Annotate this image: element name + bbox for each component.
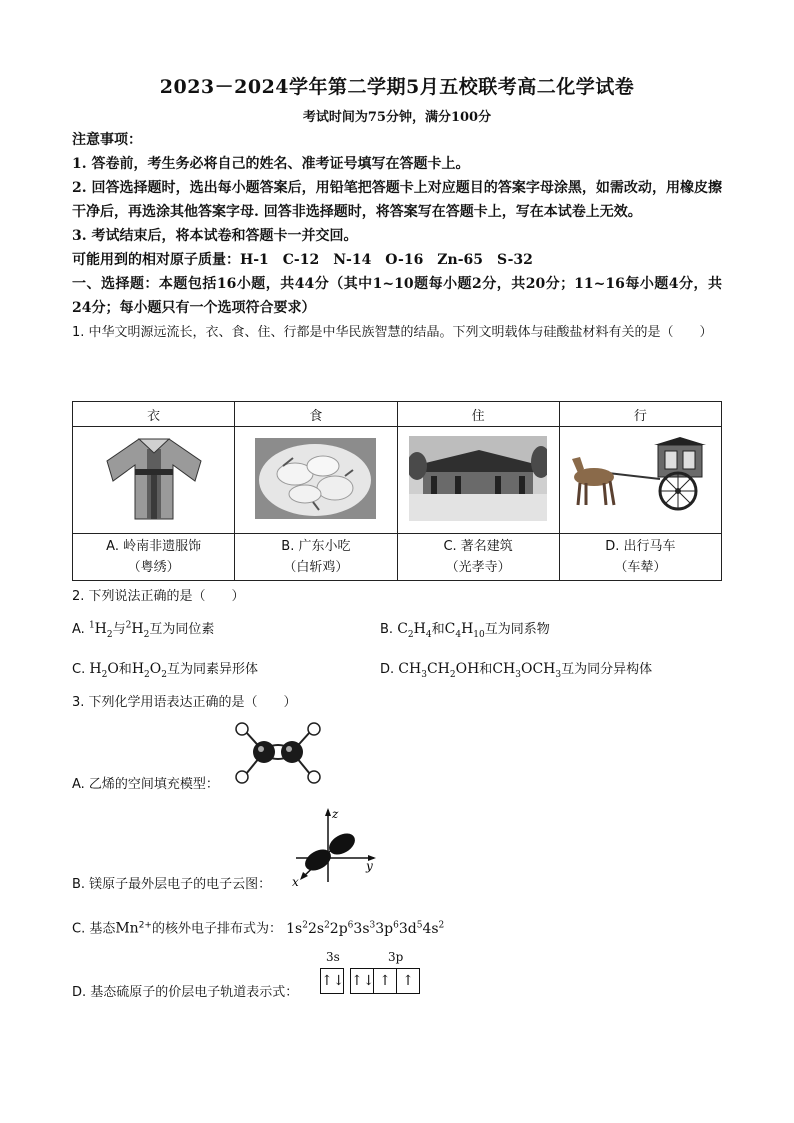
q2-b-f1b: H [413, 621, 426, 637]
cfg-2p-e: 6 [347, 920, 354, 930]
q1-option-a-name: A. 岭南非遗服饰 [106, 539, 202, 554]
cfg-3p: 3p [375, 920, 394, 937]
q2-d-s2b: 3 [555, 669, 562, 680]
ethylene-model-icon [228, 722, 328, 784]
p-orbital-cloud-icon [288, 806, 384, 890]
q2-a-label: A. [72, 622, 85, 637]
q3-c-charge: 2+ [138, 920, 152, 931]
orbital-diagram [320, 968, 420, 994]
q2-b-f2b: H [461, 621, 474, 637]
q2-b-label: B. [380, 622, 394, 637]
q2-b-s2: 4 [455, 629, 462, 640]
q1-image-cell-b [235, 427, 397, 534]
horse-carriage-image [568, 433, 713, 523]
q2-c-f2b: O [149, 661, 162, 677]
q2-d-s2: 3 [515, 669, 521, 680]
q2-b-s1: 2 [407, 629, 414, 640]
q2-d-f1: CH [398, 661, 422, 677]
q1-header-clothing: 衣 [73, 402, 235, 427]
q2-d-mid: 和 [479, 662, 493, 677]
q1-header-food: 食 [235, 402, 397, 427]
cfg-3d: 3d [398, 920, 417, 937]
q2-d-f1c: OH [455, 661, 480, 677]
q2-option-d [380, 658, 652, 680]
q1-option-d [559, 534, 721, 581]
q1-header-housing: 住 [397, 402, 559, 427]
q2-option-a [72, 618, 214, 640]
q2-option-b [380, 618, 550, 640]
axis-y-label: y [366, 859, 373, 873]
q3-option-a: A. 乙烯的空间填充模型： [72, 777, 219, 792]
q3-c-ion: Mn [115, 920, 139, 937]
q2-b-mid: 和 [431, 622, 445, 637]
orbital-box-3s: ↑↓ [320, 968, 344, 994]
cfg-2s: 2s [307, 920, 325, 937]
q2-stem: 2. 下列说法正确的是（ ） [72, 589, 245, 604]
q2-b-s1b: 4 [425, 629, 432, 640]
cfg-1s-e: 2 [302, 920, 308, 930]
q2-d-f1b: CH [426, 661, 450, 677]
q2-b-f1: C [397, 621, 408, 637]
q1-image-cell-d [559, 427, 721, 534]
q1-stem: 1. 中华文明源远流长，衣、食、住、行都是中华民族智慧的结晶。下列文明载体与硅酸盐材料有关的是（ ） [72, 325, 713, 340]
q2-a-mass1: 1 [88, 620, 95, 631]
q1-option-a [73, 534, 235, 581]
axis-x-label: x [292, 875, 299, 889]
q2-d-text: 互为同分异构体 [561, 662, 653, 677]
cfg-4s: 4s [422, 920, 439, 937]
q1-header-travel: 行 [559, 402, 721, 427]
cfg-2s-e: 2 [324, 920, 330, 930]
atomic-masses: 可能用到的相对原子质量：H-1 C-12 N-14 O-16 Zn-65 S-32 [72, 252, 533, 268]
q1-option-d-note: （车辇） [614, 560, 667, 575]
orbital-label-3p: 3p [388, 950, 404, 964]
q1-option-c-note: （光孝寺） [445, 560, 511, 575]
q1-option-a-note: （粤绣） [127, 560, 180, 575]
q2-d-label: D. [380, 662, 395, 677]
orbital-box-3p-1: ↑↓ [350, 968, 374, 994]
q2-d-s1: 3 [421, 669, 427, 680]
axis-z-label: z [332, 807, 339, 821]
cfg-3d-e: 5 [416, 920, 423, 930]
q3-stem: 3. 下列化学用语表达正确的是（ ） [72, 695, 297, 710]
q1-option-c [397, 534, 559, 581]
notes-item-2: 2. 回答选择题时，选出每小题答案后，用铅笔把答题卡上对应题目的答案字母涂黑，如需改动，用橡皮擦干净后，再选涂其他答案字母. 回答非选择题时，将答案写在答题卡上，写在本试卷上无效。 [72, 180, 722, 220]
q1-option-b [235, 534, 397, 581]
notes-block [72, 128, 722, 344]
q2-c-f1: H [89, 661, 102, 677]
q2-option-c [72, 658, 258, 680]
hanfu-robe-image [99, 431, 209, 526]
q2-a-mass2: 2 [125, 620, 132, 631]
orbital-box-3p-2: ↑ [374, 968, 397, 994]
orbital-group-3p [350, 968, 420, 994]
q3-option-d: D. 基态硫原子的价层电子轨道表示式： [72, 985, 299, 1000]
q2-d-f2: CH [492, 661, 516, 677]
notes-item-1: 1. 答卷前，考生务必将自己的姓名、准考证号填写在答题卡上。 [72, 156, 470, 172]
q2-c-mid: 和 [118, 662, 132, 677]
q2-c-s2: 2 [144, 669, 150, 680]
q2-b-text: 互为同系物 [484, 622, 550, 637]
q2-a-mid: 与 [112, 622, 126, 637]
q2-c-label: C. [72, 662, 86, 677]
q2-c-f1b: O [107, 661, 119, 677]
cfg-1s: 1s [286, 920, 303, 937]
page-title: 2023－2024学年第二学期5月五校联考高二化学试卷 [159, 76, 635, 98]
q2-d-s1b: 2 [449, 669, 456, 680]
q1-image-cell-c [397, 427, 559, 534]
orbital-label-3s: 3s [326, 950, 340, 964]
q1-option-b-name: B. 广东小吃 [281, 539, 351, 554]
q3-option-c [72, 914, 444, 941]
q1-option-c-name: C. 著名建筑 [443, 539, 513, 554]
q2-a-sub2: 2 [143, 629, 150, 640]
cfg-3p-e: 6 [393, 920, 399, 930]
q2-a-sym1: H [94, 621, 107, 637]
q2-a-sym2: H [131, 621, 144, 637]
q1-image-cell-a [73, 427, 235, 534]
notes-heading: 注意事项： [72, 132, 142, 148]
notes-item-3: 3. 考试结束后，将本试卷和答题卡一并交回。 [72, 228, 358, 244]
cfg-3s: 3s [353, 920, 370, 937]
q2-d-f2b: OCH [520, 661, 556, 677]
q3-option-b: B. 镁原子最外层电子的电子云图： [72, 877, 272, 892]
q3-c-config [286, 921, 444, 937]
q1-table [72, 401, 722, 581]
chicken-dish-image [253, 436, 378, 521]
q2-c-text: 互为同素异形体 [166, 662, 258, 677]
q3-c-mid: 的核外电子排布式为： [151, 921, 282, 937]
temple-building-image [409, 436, 547, 521]
q2-a-text: 互为同位素 [149, 622, 215, 637]
cfg-2p: 2p [329, 920, 348, 937]
cfg-3s-e: 3 [369, 920, 376, 930]
section-heading: 一、选择题：本题包括16小题，共44分（其中1~10题每小题2分，共20分；11~16每小题4分，共24分；每小题只有一个选项符合要求） [72, 276, 722, 316]
q2-c-s1: 2 [101, 669, 108, 680]
q2-b-f2: C [444, 621, 456, 637]
exam-subtitle: 考试时间为75分钟，满分100分 [302, 110, 492, 125]
cfg-4s-e: 2 [438, 920, 445, 930]
orbital-box-3p-3: ↑ [397, 968, 420, 994]
q2-c-s2b: 2 [161, 669, 167, 680]
q2-c-f2: H [131, 661, 145, 677]
q1-option-b-note: （白斩鸡） [283, 560, 349, 575]
q3-c-pre: C. 基态 [72, 921, 116, 937]
q2-b-s2b: 10 [473, 629, 485, 640]
q1-option-d-name: D. 出行马车 [605, 539, 676, 554]
q2-a-sub1: 2 [106, 629, 113, 640]
